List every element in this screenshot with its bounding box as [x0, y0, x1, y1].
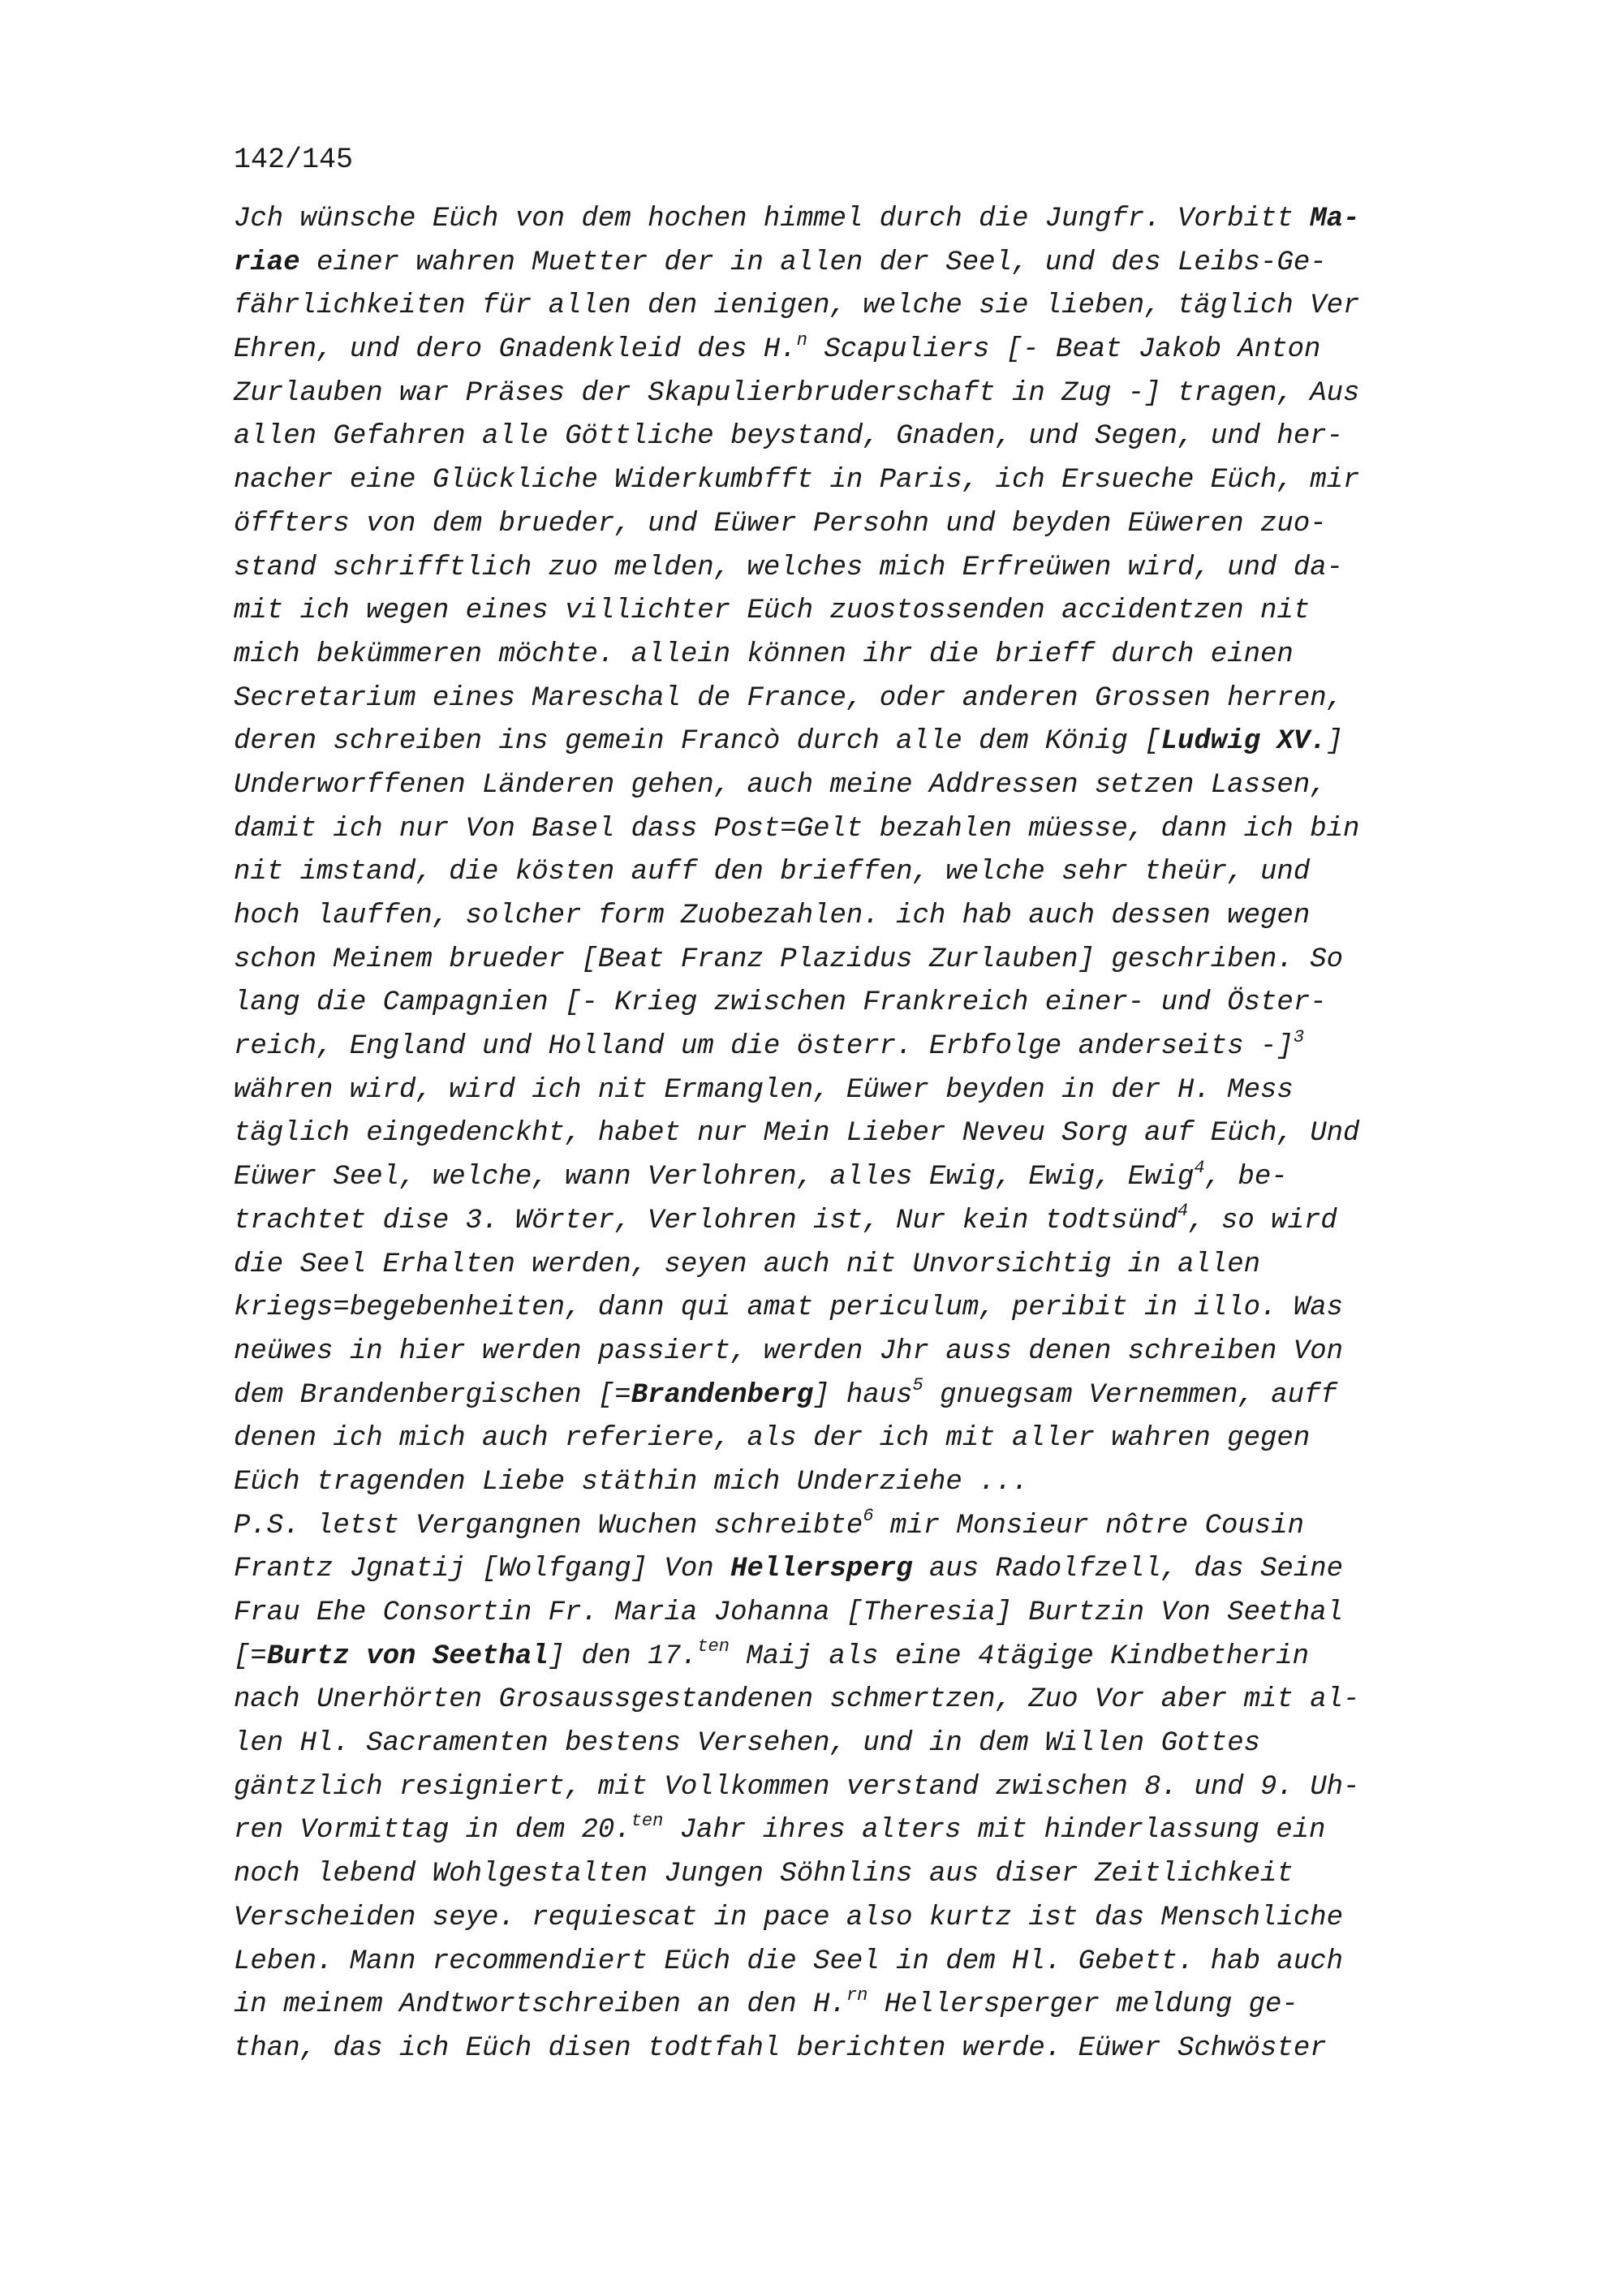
text-segment: , so wird — [1188, 1205, 1337, 1236]
text-line — [234, 1287, 1500, 1331]
text-segment: Hellersperger meldung ge- — [867, 1989, 1298, 2021]
text-segment: than, das ich Eüch disen todtfahl berichten werde. Eüwer Schwöster — [234, 2032, 1327, 2064]
text-line — [234, 242, 1500, 286]
text-segment: hoch lauffen, solcher form Zuobezahlen. ich hab auch dessen wegen — [234, 901, 1311, 931]
text-line — [234, 808, 1500, 852]
text-segment: täglich eingedenckht, habet nur Mein Lieber Neveu Sorg auf Eüch, Und — [234, 1118, 1360, 1150]
text-line — [234, 2027, 1500, 2071]
text-segment: kriegs=begebenheiten, dann qui amat periculum, peribit in illo. Was — [234, 1292, 1344, 1324]
text-line — [234, 677, 1500, 721]
text-segment: gnuegsam Vernemmen, auff — [923, 1379, 1337, 1411]
text-line — [234, 1025, 1500, 1069]
text-line — [234, 1200, 1500, 1244]
superscript: ten — [697, 1636, 730, 1658]
text-segment: ] haus — [813, 1379, 913, 1411]
text-segment: Leben. Mann recommendiert Eüch die Seel in dem Hl. Gebett. hab auch — [234, 1946, 1344, 1977]
text-segment: denen ich mich auch referiere, als der ich mit aller wahren gegen — [234, 1423, 1311, 1455]
text-segment: einer wahren Muetter der in allen der Seel, und des Leibs-Ge- — [299, 247, 1327, 278]
text-segment: Jch wünsche Eüch von dem hochen himmel durch die Jungfr. Vorbitt — [234, 204, 1311, 234]
text-segment: die Seel Erhalten werden, seyen auch nit Unvorsichtig in allen — [234, 1249, 1261, 1280]
letter-text — [234, 198, 1500, 2071]
text-segment: noch lebend Wohlgestalten Jungen Söhnlins aus diser Zeitlichkeit — [234, 1859, 1294, 1890]
text-line — [234, 1592, 1500, 1636]
text-segment: P.S. letst Vergangnen Wuchen schreibte — [234, 1510, 863, 1541]
text-segment: allen Gefahren alle Göttliche beystand, Gnaden, und Segen, und her- — [234, 421, 1344, 453]
text-segment: nit imstand, die kösten auff den brieffen, welche sehr theür, und — [234, 857, 1311, 888]
text-segment: schon Meinem brueder [Beat Franz Plazidus Zurlauben] geschriben. So — [234, 944, 1344, 975]
text-line — [234, 851, 1500, 895]
text-line — [234, 1374, 1500, 1418]
text-line — [234, 372, 1500, 416]
text-segment: Verscheiden seye. requiescat in pace also kurtz ist das Menschliche — [234, 1902, 1344, 1933]
bold-name: riae — [234, 247, 300, 278]
superscript: ten — [631, 1811, 664, 1832]
text-segment: neüwes in hier werden passiert, werden Jhr auss denen schreiben Von — [234, 1335, 1344, 1367]
text-line — [234, 1069, 1500, 1113]
text-line — [234, 1112, 1500, 1156]
text-line — [234, 939, 1500, 982]
text-line — [234, 1461, 1500, 1505]
text-segment: aus Radolfzell, das Seine — [912, 1554, 1344, 1585]
text-line — [234, 329, 1500, 372]
text-segment: Ehren, und dero Gnadenkleid des H. — [234, 334, 797, 366]
text-segment: mich bekümmeren möchte. allein können ihr die brieff durch einen — [234, 638, 1294, 670]
bold-name: Brandenberg — [631, 1379, 814, 1411]
text-segment: Eüwer Seel, welche, wann Verlohren, alles Ewig, Ewig, Ewig — [234, 1162, 1195, 1193]
text-line — [234, 1156, 1500, 1200]
text-segment: lang die Campagnien [- Krieg zwischen Frankreich einer- und Öster- — [234, 987, 1327, 1019]
bold-name: Ma- — [1310, 204, 1360, 234]
text-line — [234, 1244, 1500, 1288]
text-line — [234, 415, 1500, 459]
text-segment: Scapuliers [- Beat Jakob Anton — [807, 334, 1321, 366]
text-line — [234, 1548, 1500, 1592]
superscript: 3 — [1293, 1026, 1305, 1047]
text-line — [234, 1809, 1500, 1853]
text-segment: fährlichkeiten für allen den ienigen, welche sie lieben, täglich Ver — [234, 290, 1360, 322]
text-segment: ] — [1326, 726, 1344, 758]
text-line — [234, 764, 1500, 808]
text-segment: , be- — [1204, 1162, 1288, 1193]
text-segment: nacher eine Glückliche Widerkumbfft in Paris, ich Ersueche Eüch, mir — [234, 465, 1360, 497]
text-segment: in meinem Andtwortschreiben an den H. — [234, 1989, 846, 2021]
text-segment: dem Brandenbergischen [= — [234, 1379, 631, 1411]
text-segment: ren Vormittag in dem 20. — [234, 1815, 631, 1847]
text-segment: len Hl. Sacramenten bestens Versehen, und in dem Willen Gottes — [234, 1728, 1261, 1760]
text-segment: trachtet dise 3. Wörter, Verlohren ist, Nur kein todtsünd — [234, 1205, 1177, 1236]
text-segment: nach Unerhörten Grosaussgestandenen schmertzen, Zuo Vor aber mit al- — [234, 1684, 1360, 1716]
text-line — [234, 634, 1500, 677]
text-segment: stand schrifftlich zuo melden, welches mich Erfreüwen wird, und da- — [234, 552, 1344, 583]
text-line — [234, 1679, 1500, 1722]
text-line — [234, 1417, 1500, 1461]
text-line — [234, 1505, 1500, 1549]
superscript: 4 — [1194, 1157, 1205, 1178]
superscript: 5 — [912, 1375, 923, 1396]
text-line — [234, 503, 1500, 547]
text-segment: Eüch tragenden Liebe stäthin mich Underziehe ... — [234, 1466, 1029, 1498]
text-line — [234, 547, 1500, 591]
bold-name: Hellersperg — [730, 1554, 913, 1585]
bold-name: Burtz von Seethal — [266, 1640, 549, 1672]
text-segment: [= — [234, 1640, 267, 1672]
text-line — [234, 459, 1500, 503]
text-segment: Zurlauben war Präses der Skapulierbruderschaft in Zug -] tragen, Aus — [234, 377, 1360, 409]
superscript: 6 — [863, 1506, 874, 1527]
text-segment: Frantz Jgnatij [Wolfgang] Von — [234, 1554, 731, 1585]
text-segment: ] den 17. — [548, 1640, 698, 1672]
text-segment: öffters von dem brueder, und Eüwer Persohn und beyden Eüweren zuo- — [234, 508, 1327, 540]
text-line — [234, 285, 1500, 329]
text-line — [234, 1853, 1500, 1897]
text-segment: gäntzlich resigniert, mit Vollkommen verstand zwischen 8. und 9. Uh- — [234, 1771, 1360, 1803]
text-segment: Maij als eine 4tägige Kindbetherin — [729, 1640, 1310, 1672]
text-line — [234, 895, 1500, 939]
text-line — [234, 720, 1500, 764]
text-line — [234, 1331, 1500, 1374]
bold-name: Ludwig XV. — [1160, 726, 1327, 758]
text-line — [234, 1766, 1500, 1810]
text-segment: reich, England und Holland um die österr. Erbfolge anderseits -] — [234, 1031, 1294, 1063]
text-segment: Underworffenen Länderen gehen, auch meine Addressen setzen Lassen, — [234, 769, 1327, 801]
text-segment: mit ich wegen eines villichter Eüch zuostossenden accidentzen nit — [234, 595, 1311, 627]
text-segment: mir Monsieur nôtre Cousin — [873, 1510, 1305, 1541]
superscript: 4 — [1177, 1201, 1189, 1222]
text-line — [234, 590, 1500, 634]
text-segment: Frau Ehe Consortin Fr. Maria Johanna [Theresia] Burtzin Von Seethal — [234, 1597, 1344, 1628]
text-line — [234, 1984, 1500, 2027]
text-segment: damit ich nur Von Basel dass Post=Gelt bezahlen müesse, dann ich bin — [234, 813, 1360, 845]
text-segment: währen wird, wird ich nit Ermanglen, Eüwer beyden in der H. Mess — [234, 1074, 1294, 1106]
text-line — [234, 1897, 1500, 1941]
superscript: n — [796, 329, 807, 350]
text-line — [234, 1941, 1500, 1984]
page-number: 142/145 — [234, 144, 354, 176]
superscript: rn — [846, 1984, 868, 2006]
text-segment: deren schreiben ins gemein Francò durch alle dem König [ — [234, 726, 1161, 758]
text-line — [234, 198, 1500, 242]
text-segment: Jahr ihres alters mit hinderlassung ein — [663, 1815, 1326, 1847]
text-line — [234, 982, 1500, 1025]
text-segment: Secretarium eines Mareschal de France, oder anderen Grossen herren, — [234, 682, 1344, 714]
text-line — [234, 1636, 1500, 1679]
text-line — [234, 1722, 1500, 1766]
